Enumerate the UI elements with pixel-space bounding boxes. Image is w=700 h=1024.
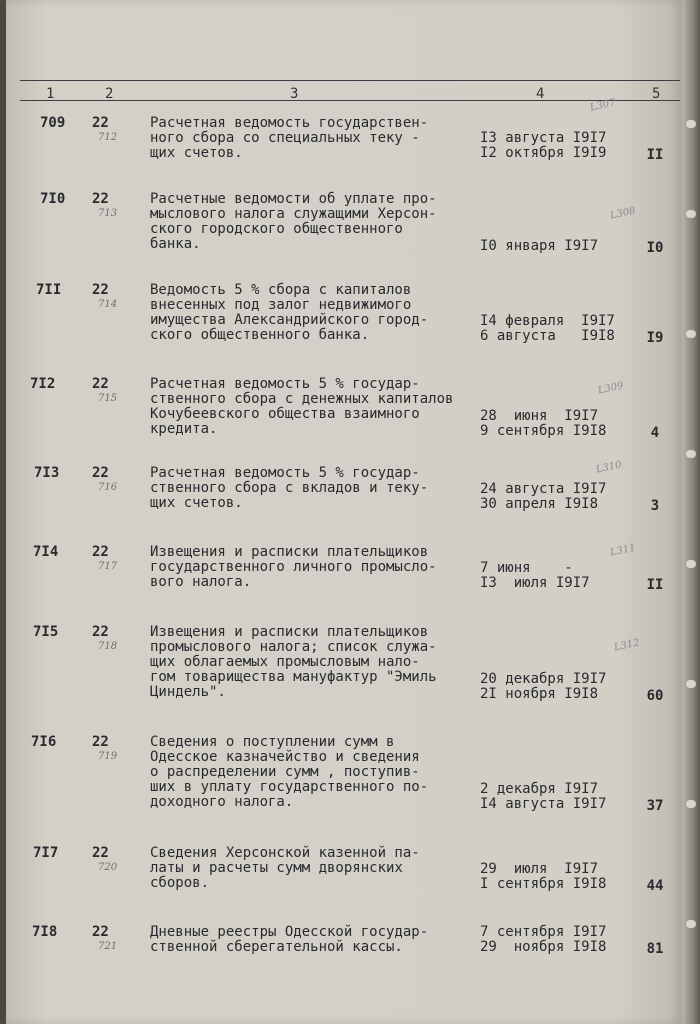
description	[150, 735, 480, 810]
binding-hole	[686, 560, 696, 568]
date-range	[480, 782, 630, 812]
pencil-annotation: L307	[589, 97, 617, 114]
description	[150, 116, 480, 161]
description	[150, 377, 480, 437]
description-line: Сведения Херсонской казенной па-	[150, 845, 420, 861]
handwritten-number: 714	[98, 299, 118, 310]
binding-hole	[686, 920, 696, 928]
row-number: 7I7	[33, 845, 59, 861]
row-number: 7I8	[32, 924, 58, 940]
description-line: имущества Александрийского город-	[150, 312, 429, 328]
sheet-count: 4	[650, 425, 660, 441]
date-line: 2I ноября I9I8	[480, 686, 599, 702]
handwritten-number: 718	[98, 641, 118, 652]
description-line: ного сбора со специальных теку -	[150, 130, 420, 146]
description-line: мыслового налога служащими Херсон-	[150, 206, 437, 222]
binding-hole	[686, 800, 696, 808]
description-line: Извещения и расписки плательщиков	[150, 544, 429, 560]
description-line: Извещения и расписки плательщиков	[150, 624, 429, 640]
row-number: 7II	[36, 282, 62, 298]
col-header-3: 3	[290, 86, 299, 102]
date-line: 7 июня -	[480, 560, 573, 576]
description-line: Расчетная ведомость государствен-	[150, 115, 429, 131]
pencil-annotation: L308	[609, 205, 637, 222]
date-line: I2 октября I9I9	[480, 145, 607, 161]
date-line: I4 февраля I9I7	[480, 313, 615, 329]
page-edge	[682, 0, 700, 1024]
description-line: Одесское казначейство и сведения	[150, 749, 420, 765]
date-line: 29 ноября I9I8	[480, 939, 607, 955]
description-line: Расчетные ведомости об уплате про-	[150, 191, 437, 207]
row-number: 7I4	[33, 544, 59, 560]
col2-value: 22	[92, 734, 109, 750]
row-number: 7I0	[40, 191, 66, 207]
col2-value: 22	[92, 465, 109, 481]
description-line: Расчетная ведомость 5 % государ-	[150, 376, 420, 392]
date-line: I3 июля I9I7	[480, 575, 590, 591]
sheet-count: 81	[646, 941, 664, 957]
handwritten-number: 716	[98, 482, 118, 493]
description-line: ственного сбора с вкладов и теку-	[150, 480, 429, 496]
col-header-5: 5	[652, 86, 661, 102]
description	[150, 192, 480, 252]
date-range	[480, 561, 630, 591]
binding-hole	[686, 120, 696, 128]
description-line: ственной сберегательной кассы.	[150, 939, 403, 955]
description-line: ского городского общественного	[150, 221, 403, 237]
description-line: Дневные реестры Одесской государ-	[150, 924, 429, 940]
row-number: 709	[40, 115, 66, 131]
date-range	[480, 409, 630, 439]
row-number: 7I2	[30, 376, 56, 392]
description-line: кредита.	[150, 421, 218, 437]
description	[150, 625, 480, 700]
sheet-count: 3	[650, 498, 660, 514]
description-line: ственного сбора с денежных капиталов	[150, 391, 454, 407]
col2-value: 22	[92, 376, 109, 392]
date-range	[480, 131, 630, 161]
handwritten-number: 717	[98, 561, 118, 572]
col2-value: 22	[92, 115, 109, 131]
col-header-1: 1	[46, 86, 55, 102]
date-line: I4 августа I9I7	[480, 796, 607, 812]
description-line: внесенных под залог недвижимого	[150, 297, 412, 313]
description-line: Ведомость 5 % сбора с капиталов	[150, 282, 412, 298]
header-rule-bottom	[20, 100, 680, 101]
description	[150, 846, 480, 891]
description-line: гом товарищества мануфактур "Эмиль	[150, 669, 437, 685]
date-range	[480, 925, 630, 955]
col-header-2: 2	[105, 86, 114, 102]
date-line: I3 августа I9I7	[480, 130, 607, 146]
date-line: 6 августа I9I8	[480, 328, 615, 344]
col2-value: 22	[92, 282, 109, 298]
date-line: 29 июля I9I7	[480, 861, 599, 877]
handwritten-number: 713	[98, 208, 118, 219]
binding-hole	[686, 450, 696, 458]
date-line: 20 декабря I9I7	[480, 671, 607, 687]
header-rule-top	[20, 80, 680, 81]
description-line: щих счетов.	[150, 495, 243, 511]
date-line: 9 сентября I9I8	[480, 423, 607, 439]
description	[150, 545, 480, 590]
description-line: доходного налога.	[150, 794, 294, 810]
description	[150, 466, 480, 511]
date-line: 30 апреля I9I8	[480, 496, 599, 512]
description-line: банка.	[150, 236, 201, 252]
handwritten-number: 720	[98, 862, 118, 873]
date-range	[480, 239, 630, 254]
pencil-annotation: L309	[597, 380, 625, 397]
description-line: о распределении сумм , поступив-	[150, 764, 420, 780]
row-number: 7I5	[33, 624, 59, 640]
sheet-count: 44	[646, 878, 664, 894]
binding-hole	[686, 680, 696, 688]
date-range	[480, 314, 630, 344]
pencil-annotation: L312	[613, 637, 641, 654]
date-line: I0 января I9I7	[480, 238, 599, 254]
date-line: 7 сентября I9I7	[480, 924, 607, 940]
description-line: щих облагаемых промысловым нало-	[150, 654, 420, 670]
sheet-count: I0	[646, 240, 664, 256]
date-line: 24 августа I9I7	[480, 481, 607, 497]
description-line: промыслового налога; список служа-	[150, 639, 437, 655]
sheet-count: 60	[646, 688, 664, 704]
description-line: вого налога.	[150, 574, 252, 590]
col-header-4: 4	[536, 86, 545, 102]
description	[150, 925, 480, 955]
description-line: Кочубеевского общества взаимного	[150, 406, 420, 422]
date-line: 28 июня I9I7	[480, 408, 599, 424]
description-line: щих счетов.	[150, 145, 243, 161]
description-line: сборов.	[150, 875, 210, 891]
description-line: Расчетная ведомость 5 % государ-	[150, 465, 420, 481]
description-line: Сведения о поступлении сумм в	[150, 734, 395, 750]
pencil-annotation: L311	[609, 542, 637, 559]
description	[150, 283, 480, 343]
row-number: 7I6	[31, 734, 57, 750]
pencil-annotation: L310	[595, 459, 623, 476]
date-range	[480, 482, 630, 512]
col2-value: 22	[92, 845, 109, 861]
sheet-count: I9	[646, 330, 664, 346]
row-number: 7I3	[34, 465, 60, 481]
date-line: I сентября I9I8	[480, 876, 607, 892]
sheet-count: 37	[646, 798, 664, 814]
handwritten-number: 721	[98, 941, 118, 952]
sheet-count: II	[646, 147, 664, 163]
description-line: государственного личного промысло-	[150, 559, 437, 575]
description-line: ского общественного банка.	[150, 327, 370, 343]
date-range	[480, 672, 630, 702]
description-line: Циндель".	[150, 684, 226, 700]
date-range	[480, 862, 630, 892]
description-line: ших в уплату государственного по-	[150, 779, 429, 795]
handwritten-number: 712	[98, 132, 118, 143]
handwritten-number: 715	[98, 393, 118, 404]
col2-value: 22	[92, 624, 109, 640]
binding-hole	[686, 330, 696, 338]
col2-value: 22	[92, 924, 109, 940]
binding-hole	[686, 210, 696, 218]
description-line: латы и расчеты сумм дворянских	[150, 860, 403, 876]
handwritten-number: 719	[98, 751, 118, 762]
date-line: 2 декабря I9I7	[480, 781, 599, 797]
col2-value: 22	[92, 544, 109, 560]
sheet-count: II	[646, 577, 664, 593]
col2-value: 22	[92, 191, 109, 207]
